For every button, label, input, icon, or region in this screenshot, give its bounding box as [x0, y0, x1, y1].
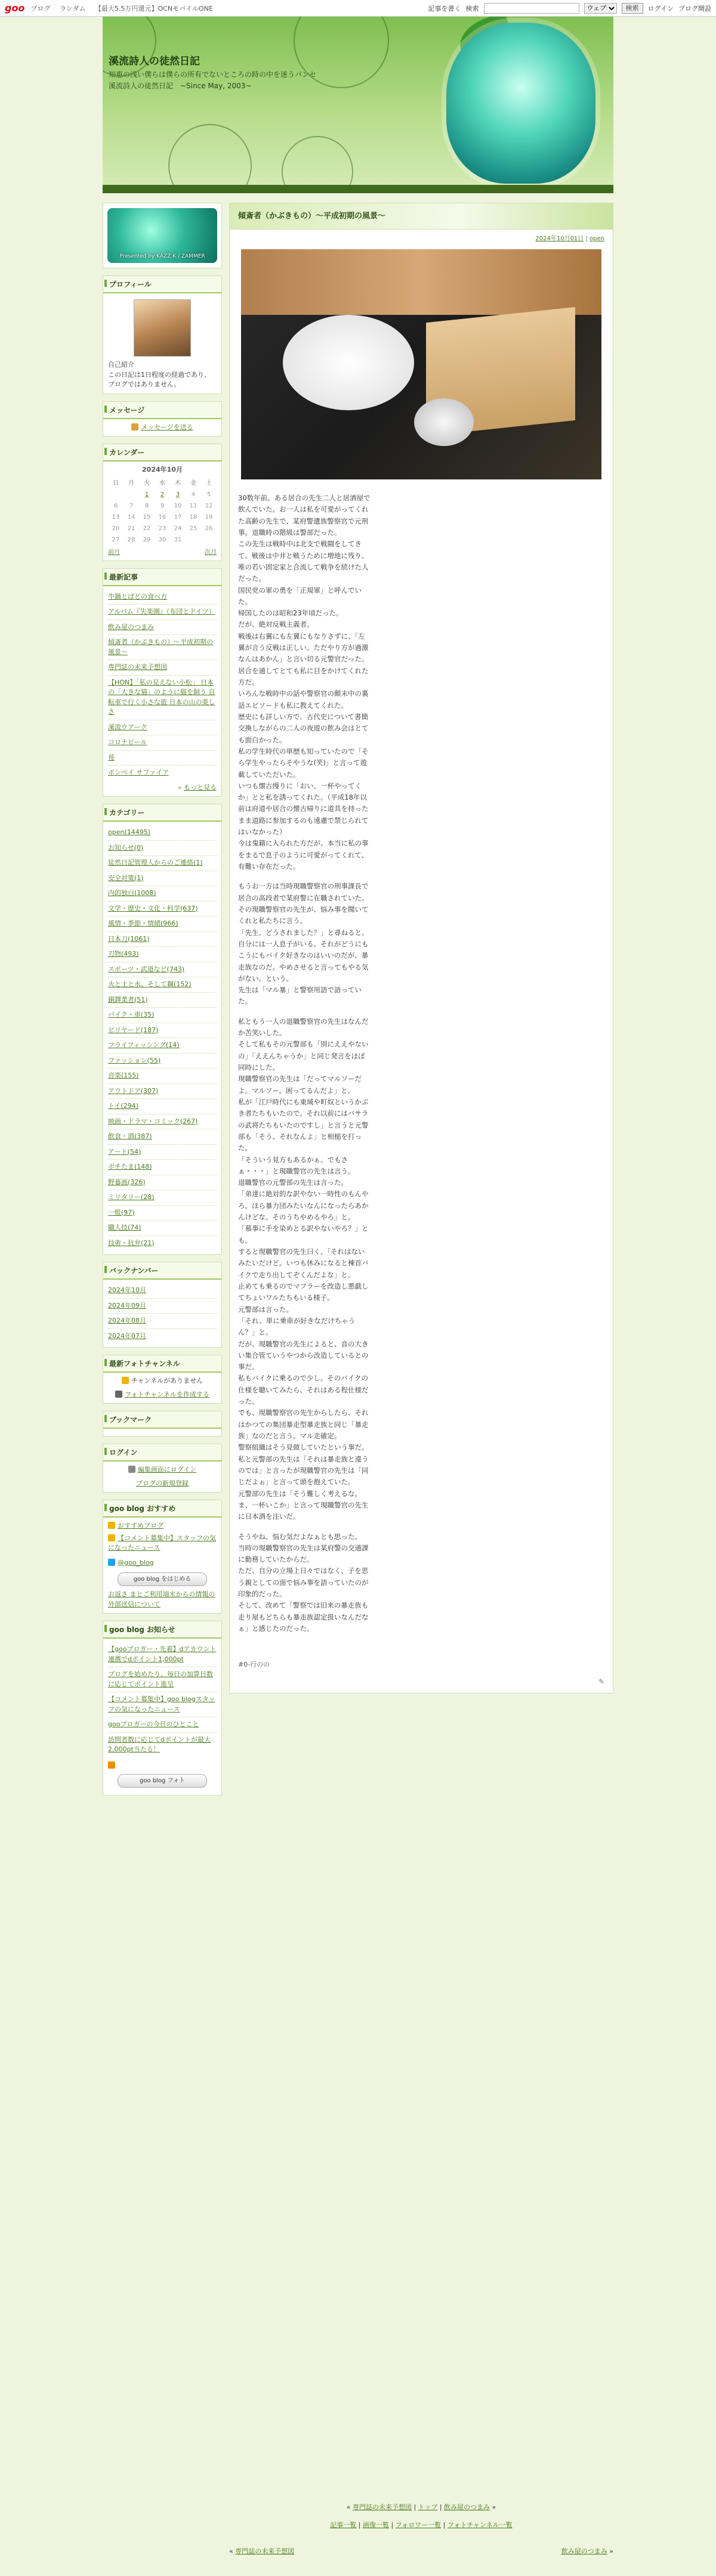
goo-news-link[interactable]: 【gooブロガー・先着】dアカウント連携でdポイント1,000pt [108, 1645, 217, 1663]
list-item [108, 871, 217, 887]
lightbulb-icon [108, 1522, 115, 1529]
profile-intro-label: 自己紹介 [108, 361, 134, 369]
message-widget [103, 401, 222, 437]
category-link[interactable]: 火と土と水、そして鋼(152) [108, 980, 192, 988]
category-link[interactable]: 映画・ドラマ・コミック(267) [108, 1117, 198, 1125]
goo-news-link[interactable]: gooブロガーの今日のひとこと [108, 1720, 199, 1728]
warning-icon [122, 1377, 129, 1384]
list-item [108, 1129, 217, 1145]
category-link[interactable]: 文学・歴史・文化・科学(637) [108, 904, 198, 912]
calendar-day: 12 [205, 502, 213, 509]
header-band [103, 185, 613, 193]
goo-news-widget [103, 1621, 222, 1795]
list-item [108, 1008, 217, 1023]
category-link[interactable]: 音楽(155) [108, 1072, 139, 1079]
list-item [108, 1717, 217, 1733]
calendar-day [124, 489, 139, 500]
list-item [108, 977, 217, 993]
calendar-weekday: 水 [159, 479, 165, 487]
calendar-day: 30 [158, 536, 166, 543]
category-link[interactable]: ビリヤード(187) [108, 1026, 159, 1034]
goo-news-link[interactable]: 【コメント募集中】goo blogスタッフの気になったニュース [108, 1695, 215, 1713]
entry-paragraph: 私ともう一人の退職警察官の先生はなんだか苦笑いした。 そして私もその元警部も「別にええやないの」「ええんちゃうか」と同じ発言をほぼ同時にした。 現職警察官の先生は「だってマルソーだよ。マルソー。困ってるんだよ」と。 私が「江戸時代にも東域や町奴というかぶき者たちもいたので。それ以前にはバサラの武将たちもいたのですし」と言うと元警部も「そう、それなんよ」と相槌を打った。 「そういう見方もあるかぁ。でもさぁ・・・」と現職警官の先生は言う。 退職警官の元警部の先生は言った。 「弟達に絶対的な訳やない一時性のもんやろ。ほら暴力団みたいなんになったらあかんけどな。そのうちやめるやろ」と。 「慕事に手を染めとる訳やないやろ？」とも。 すると現職警官の先生曰く、「それはないみたいだけど。いつも休みになると棟首バイクで走り出してぞくんだよな」と。 止めても乗るのでマフラーを改造し悪戯してちょいワルたちもいる様子。 元警部は言った。 「それ、単に乗車が好きなだけちゃうん？」と。 だが、現職警官の先生によると、音の大きい集合管ていうやつから改造しているとの事だ。 私もバイクに乗るので少し。そのバイクの仕様を聴いてみたら、それはある程仕様だった。 でも、現職警察官の先生からしたら、それはかつての集団暴走型暴走族と同じ「暴走族」なのだと言う。マル走確定。 警察組織はそう見做していたという事だ。 私と元警部の先生は「それは暴走族と違うのでは」と言ったが現職警官の先生は「同じだよぉ」と言って頭を抱えていた。 元警部の先生は「そう難しく考えるな。ま、一杯いこか」と言って現職警官の先生に日本酒を注いだ。 [238, 1017, 369, 1521]
category-link[interactable]: 日本刀(1061) [108, 934, 150, 943]
category-link[interactable]: 内的独白(1008) [108, 889, 156, 897]
calendar-day: 19 [205, 513, 213, 521]
calendar-day: 8 [144, 502, 149, 509]
calendar-day: 26 [205, 525, 213, 532]
bookmark-widget [103, 1411, 222, 1436]
calendar-day: 29 [143, 536, 151, 543]
calendar-caption: 2024年10月 [142, 466, 183, 473]
category-link[interactable]: 安全対策(1) [108, 874, 144, 882]
recent-post-link[interactable]: アルバム『失楽園』（布団とドイツ） [108, 608, 215, 615]
blog-description: 知恵の浅い僕らは僕らの所有でないところの時の中を迷うパンセ 溪流詩人の徒然日記 ~Since May, 2003~ [109, 70, 324, 90]
category-link[interactable]: 野暮画(326) [108, 1178, 146, 1186]
entry-meta: 2024年10月01日 | open [535, 236, 604, 242]
category-link[interactable]: ミリタリー(28) [108, 1193, 155, 1201]
login-heading: ログイン [103, 1444, 221, 1462]
search-label: 検索 [465, 4, 479, 13]
image-list-link[interactable]: 画像一覧 [363, 2521, 390, 2529]
category-link[interactable]: アウトドア(307) [108, 1086, 159, 1095]
next-entry-link[interactable]: 飲み屋のつまみ [444, 2503, 490, 2511]
list-item [108, 766, 217, 781]
entry-paragraph: 30数年前。ある居合の先生二人と居酒屋で飲んでいた。お一人は私を可愛がってくれた高齢の先生で、某府警遺族警察官で元刑事。退職時の階級は警部だった。 この先生は戦時中は北支で戦闘をしてきて、戦後は中井と戦うために増地に残り、唯の若い固定家と合流して戦争を続けた人だった。 国民党の軍の勇を「正規軍」と呼んでいた。 帰国したのは昭和23年頃だった。 だが、絶対反戦主義者。 戦後は右翼にも左翼にもなりさずに、「左翼が言う反戦は正しい。ただやり方が過激なんはあかん」と言い切る元警官だった。 居合を通してとても私に目をかけてくれた方だ。 いろんな戦時中の話や警察官の顛末中の裏話エピソードも私に教えてくれた。 歴史にも詳しい方で、古代史について書簡交換しながらの二人の夜遊の飲み会はとても面白かった。 私の学生時代の単歴も知っていたので「そら学生やったらそやうな(笑)」と言って遊載していただいた。 いつも懐古慢りに「おい、一杯やってくか」とと私を誘ってくれた。（平成18年以前は府道や居合の懐古帰りに道具を持ったまま道路に参加するのも遠慮で禁じられてはいなかった） 今は鬼籍に入られた方だが、本当に私の事をまるで息子のように可愛がってくれて、有難い存在だった。 [238, 494, 371, 871]
goo-topbar [0, 0, 716, 17]
blog-title[interactable]: 溪流詩人の徒然日記 [109, 55, 200, 67]
new-blog-link[interactable]: ブログの新規登録 [136, 1479, 189, 1487]
calendar-day: 22 [143, 525, 151, 532]
profile-intro-text: この日記は1日程度の経過であり、ブログではありません。 [108, 370, 211, 388]
backnumber-link[interactable]: 2024年10月 [108, 1286, 146, 1294]
prev-entry-link[interactable]: 専門誌の未来予想図 [352, 2503, 412, 2511]
category-list [108, 825, 217, 1250]
list-item [108, 1314, 217, 1329]
entry-title[interactable]: 傾斎者（かぶきもの）〜平成初期の風景〜 [230, 203, 613, 230]
goo-photo-button[interactable]: goo blog フォト [118, 1774, 207, 1788]
list-item [108, 660, 217, 676]
category-link[interactable]: ファッション(55) [108, 1056, 161, 1064]
list-item [108, 1114, 217, 1130]
category-link[interactable]: 職人技(74) [108, 1224, 141, 1231]
calendar-day: 7 [129, 502, 134, 509]
calendar-day: 9 [160, 502, 165, 509]
list-item [108, 1642, 217, 1667]
category-link[interactable]: トイ(294) [108, 1102, 139, 1110]
calendar-day: 23 [158, 525, 166, 532]
sake-plate [283, 315, 414, 410]
calendar-day[interactable]: 1 [144, 491, 149, 498]
calendar-day: 21 [127, 525, 135, 532]
list-item [108, 720, 217, 736]
category-link[interactable]: バイク・車(35) [108, 1011, 155, 1018]
calendar-day[interactable]: 2 [160, 491, 165, 498]
bottom-next-link[interactable]: 飲み屋のつまみ [561, 2547, 607, 2555]
chevron-right-icon: » [177, 783, 182, 791]
recent-posts-heading: 最新記事 [103, 569, 221, 586]
envelope-icon [131, 423, 138, 431]
list-item [108, 1038, 217, 1054]
calendar-day: 13 [112, 513, 120, 521]
calendar-day: 10 [174, 502, 182, 509]
external-info-link[interactable]: お返さ まとご利用端末からの情報の外部送信について [108, 1590, 215, 1608]
recent-post-link[interactable]: 飲み屋のつまみ [108, 623, 154, 631]
backnumber-link[interactable]: 2024年09月 [108, 1301, 146, 1309]
goo-global-nav [30, 4, 220, 13]
category-link[interactable]: open(14495) [108, 828, 151, 836]
calendar-day: 25 [189, 525, 197, 532]
recent-post-link[interactable]: 傾斎者（かぶきもの）〜平成初期の風景〜 [108, 638, 213, 656]
calendar-weekday: 木 [175, 479, 181, 487]
photochannel-widget [103, 1355, 222, 1404]
list-item [108, 605, 217, 620]
list-item [108, 825, 217, 841]
blog-start-link[interactable]: ブログ開設 [678, 4, 711, 13]
calendar-day [186, 534, 201, 546]
backnumber-heading: バックナンバー [103, 1262, 221, 1280]
mint-jelly-glass-image [446, 23, 595, 184]
list-item [108, 1329, 217, 1344]
pencil-icon [128, 1466, 135, 1473]
banner-caption: Presented by KAZZ.K / ZAMMER [119, 253, 205, 259]
list-item [108, 1069, 217, 1084]
list-item [108, 1236, 217, 1251]
goo-news-heading: goo blog お知らせ [103, 1621, 221, 1639]
list-item [108, 751, 217, 766]
article-list-link[interactable]: 記事一覧 [330, 2521, 357, 2529]
lightbulb-icon [108, 1534, 115, 1541]
calendar-day [201, 534, 217, 546]
search-button[interactable]: 検索 [622, 3, 643, 14]
list-item [108, 1283, 217, 1299]
list-item [108, 1145, 217, 1160]
list-item [108, 590, 217, 605]
calendar-day: 15 [143, 513, 151, 521]
goo-logo[interactable]: goo [5, 2, 25, 14]
calendar-widget [103, 444, 222, 561]
blog-header [103, 17, 613, 193]
pencil-icon[interactable]: ✎ [598, 1677, 604, 1686]
recommend-blog-link[interactable]: おすすめブログ [118, 1522, 164, 1530]
entry-signature: #0-行のの [238, 1661, 270, 1669]
entry-pagination: « 専門誌の未来予想図 | トップ | 飲み屋のつまみ » 記事一覧 | 画像一覧 | フォロワー一覧 | フォトチャンネル一覧 [330, 2503, 513, 2529]
category-link[interactable]: 徒然日記管理人からのご連絡(1) [108, 859, 203, 866]
list-item [108, 932, 217, 948]
list-item [108, 902, 217, 917]
list-item [108, 1692, 217, 1717]
category-heading: カテゴリー [103, 804, 221, 822]
recent-posts-widget [103, 568, 222, 797]
goo-news-link[interactable]: 訪問者数に応じてdポイントが最大2,000pt当たる！ [108, 1735, 211, 1753]
recent-post-link[interactable]: 【HON】「私の見えない小松」 日本の「大きな猫」のように猫を飼う 自転車で行く小さな旅 日本の山の楽しさ [108, 678, 215, 716]
list-item [108, 1023, 217, 1039]
login-widget [103, 1444, 222, 1493]
list-item [108, 993, 217, 1008]
header-ornament [168, 124, 252, 193]
bottom-nav: « 専門誌の未来予想図 飲み屋のつまみ » [229, 2547, 613, 2555]
calendar-weekday: 火 [144, 479, 150, 487]
start-goo-blog-button[interactable]: goo blog をはじめる [118, 1572, 207, 1586]
camera-icon [115, 1391, 122, 1398]
entry-body [230, 479, 379, 1651]
profile-heading: プロフィール [103, 276, 221, 293]
calendar-table [108, 478, 217, 546]
list-item [108, 620, 217, 636]
entry-category[interactable]: open [590, 236, 604, 242]
recent-post-link[interactable]: 専門誌の未来予想図 [108, 663, 167, 671]
nav-random[interactable]: ランダム [59, 4, 86, 13]
twitter-icon [108, 1559, 115, 1566]
list-item [108, 1084, 217, 1100]
recent-post-link[interactable]: 苺 [108, 753, 115, 761]
avatar [134, 299, 191, 357]
list-item [108, 1733, 217, 1757]
search-input[interactable] [484, 3, 579, 14]
entry-paragraph: もうお一方は当時現職警察官の刑事課長で居合の高段者で某府警に在職されていた。 その現職警察官の先生が、悩み事を聞いてくれと私たちに言う。 「先生、どうされました？」と尋ねると、自分には一人息子がいる。それがどうにもこうにもバイク好きなのはいいのだが、暴走族なのだ。やめさせると言ってもやる気がない。という。 先生は「マル暴」と警察用語で語っていた。 [238, 882, 369, 1006]
calendar-day: 31 [174, 536, 182, 543]
calendar-day: 27 [112, 536, 120, 543]
calendar-prev-link[interactable]: 前月 [108, 549, 120, 556]
category-link[interactable]: スポーツ・武道など(743) [108, 965, 185, 973]
rss-icon[interactable] [108, 1761, 115, 1769]
calendar-day: 11 [189, 502, 197, 509]
backnumber-list [108, 1283, 217, 1343]
entry-date[interactable]: 2024年10月01日 [535, 236, 584, 242]
calendar-weekday: 月 [128, 479, 134, 487]
list-item [108, 1175, 217, 1191]
nav-blog[interactable]: ブログ [30, 4, 51, 13]
list-item [108, 1299, 217, 1314]
list-item [108, 1667, 217, 1692]
calendar-day[interactable]: 3 [175, 491, 180, 498]
list-item [108, 886, 217, 902]
calendar-day: 28 [127, 536, 135, 543]
calendar-day: 18 [189, 513, 197, 521]
list-item [108, 735, 217, 751]
list-item [108, 841, 217, 856]
list-item [108, 1160, 217, 1175]
goo-news-list [108, 1642, 217, 1757]
calendar-day: 20 [112, 525, 120, 532]
calendar-heading: カレンダー [103, 444, 221, 462]
write-article-link[interactable]: 記事を書く [428, 4, 461, 13]
recent-post-link[interactable]: ボンベイ サファイア [108, 769, 169, 776]
goo-news-link[interactable]: ブログを始めたり、毎日の加算日数に応じてポイント進呈 [108, 1670, 213, 1688]
calendar-next-link[interactable]: 次月 [205, 549, 217, 556]
top-link[interactable]: トップ [418, 2503, 438, 2511]
recent-post-link[interactable]: 溪流ウアーク [108, 723, 147, 731]
category-link[interactable]: お知らせ(0) [108, 843, 144, 852]
list-item [108, 1190, 217, 1206]
calendar-day: 4 [191, 491, 196, 498]
list-item [108, 1054, 217, 1069]
goo-topbar-right [428, 3, 711, 14]
calendar-day: 14 [127, 513, 135, 521]
profile-widget [103, 275, 222, 394]
list-item [108, 1221, 217, 1236]
category-widget [103, 804, 222, 1255]
calendar-day: 24 [174, 525, 182, 532]
goo-recommend-heading: goo blog おすすめ [103, 1500, 221, 1518]
photochannel-empty: チャンネルがありません [131, 1377, 203, 1385]
entry-paragraph: そうやね、悩む気だよなぁとも思った。 当時の現職警察官の先生は某府警の交通課に勤務していたからだ。 ただ、自分の立場上日々ではなく、子を思う親としての面で悩み事を語っていたのが印象的だった。 そして、改めて「警察では旧来の暴走族も走り屋もどちらも暴走族認定扱いなんだなぁ」と感じたのだった。 [238, 1532, 369, 1633]
calendar-day [108, 489, 124, 500]
send-message-link[interactable]: メッセージを送る [141, 423, 193, 431]
list-item [108, 917, 217, 932]
category-link[interactable]: 銅鐸業者(51) [108, 995, 148, 1004]
glass-cup [414, 398, 474, 446]
photochannel-list-link[interactable]: フォトチャンネル一覧 [447, 2521, 513, 2529]
banner-widget [103, 203, 222, 268]
message-heading: メッセージ [103, 402, 221, 419]
goo-twitter-link[interactable]: @goo_blog [118, 1558, 154, 1566]
list-item [108, 676, 217, 720]
sake-cup-photo [241, 249, 601, 479]
calendar-weekday: 金 [190, 479, 196, 487]
calendar-day: 5 [206, 491, 211, 498]
calendar-day: 17 [174, 513, 182, 521]
category-link[interactable]: アート(54) [108, 1147, 141, 1156]
bottom-prev-link[interactable]: 専門誌の未来予想図 [235, 2547, 295, 2555]
bookmark-heading: ブックマーク [103, 1411, 221, 1429]
calendar-weekday: 土 [206, 479, 212, 487]
category-link[interactable]: 刃物(493) [108, 950, 139, 958]
wood-table [241, 249, 601, 315]
photochannel-heading: 最新フォトチャンネル [103, 1355, 221, 1373]
list-item [108, 1206, 217, 1221]
follower-list-link[interactable]: フォロワー一覧 [395, 2521, 442, 2529]
category-link[interactable]: フライフィッシング(14) [108, 1041, 180, 1049]
list-item [108, 962, 217, 978]
staff-news-link[interactable]: 【コメント募集中】スタッフの気になったニュース [108, 1534, 216, 1552]
calendar-day: 16 [158, 513, 166, 521]
header-ornament [103, 17, 156, 76]
entry [229, 203, 613, 1693]
create-photochannel-link[interactable]: フォトチャンネルを作成する [125, 1390, 209, 1398]
edit-login-link[interactable]: 編集画面にログイン [137, 1466, 197, 1473]
backnumber-link[interactable]: 2024年08月 [108, 1317, 146, 1324]
recent-posts-list [108, 590, 217, 781]
list-item [108, 635, 217, 660]
sidebar [103, 203, 222, 1803]
nav-ocn-promo[interactable]: 【最大5.5万円還元】OCNモバイルONE [95, 4, 213, 13]
category-link[interactable]: ボチたま(148) [108, 1163, 152, 1171]
login-link[interactable]: ログイン [647, 4, 674, 13]
recent-post-link[interactable]: コロナビール [108, 738, 147, 746]
backnumber-widget [103, 1262, 222, 1348]
list-item [108, 856, 217, 871]
recent-post-link[interactable]: 牛鍋とぱどの食べ方 [108, 592, 167, 600]
calendar-day: 6 [113, 502, 118, 509]
search-scope-select[interactable] [584, 3, 617, 14]
category-link[interactable]: 技術・抗弁(21) [108, 1239, 155, 1247]
category-link[interactable]: 一般(97) [108, 1208, 135, 1216]
more-posts-link[interactable]: もっと見る [184, 783, 217, 791]
category-link[interactable]: 風情・季節・情緒(966) [108, 919, 178, 927]
calendar-weekday: 日 [113, 479, 119, 487]
sidebar-banner[interactable] [107, 208, 217, 263]
list-item [108, 1099, 217, 1114]
backnumber-link[interactable]: 2024年07月 [108, 1332, 146, 1340]
category-link[interactable]: 飲食・酒(387) [108, 1132, 152, 1140]
goo-recommend-widget [103, 1500, 222, 1614]
list-item [108, 947, 217, 962]
